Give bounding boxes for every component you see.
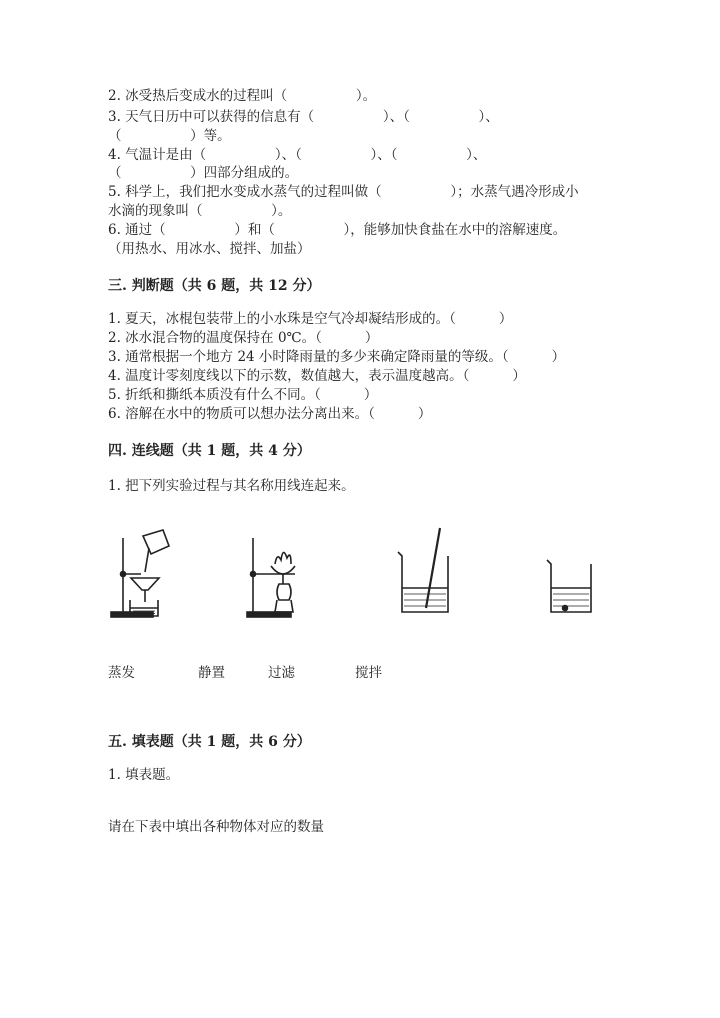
judge-item-3: 3. 通常根据一个地方 24 小时降雨量的多少来确定降雨量的等级。（ ） xyxy=(108,349,566,365)
question-5-line-2: 水滴的现象叫（ ）。 xyxy=(108,203,292,219)
question-6-line-1: 6. 通过（ ）和（ ），能够加快食盐在水中的溶解速度。 xyxy=(108,222,567,238)
question-2-line: 2. 冰受热后变成水的过程叫（ ）。 xyxy=(108,88,377,104)
matching-question: 1. 把下列实验过程与其名称用线连起来。 xyxy=(108,478,355,494)
label-evaporation: 蒸发 xyxy=(108,665,135,681)
table-question: 1. 填表题。 xyxy=(108,767,180,783)
section-judge-heading: 三. 判断题（共 6 题，共 12 分） xyxy=(108,278,321,294)
question-3-line-2: （ ）等。 xyxy=(108,128,231,144)
question-5-line-1: 5. 科学上，我们把水变成水蒸气的过程叫做（ ）；水蒸气遇冷形成小 xyxy=(108,184,579,200)
label-stirring: 搅拌 xyxy=(355,665,382,681)
table-instruction: 请在下表中填出各种物体对应的数量 xyxy=(108,819,324,835)
judge-item-5: 5. 折纸和撕纸本质没有什么不同。（ ） xyxy=(108,387,378,403)
settling-beaker-figure xyxy=(545,556,595,618)
evaporation-apparatus-figure xyxy=(105,524,180,620)
section-matching-heading: 四. 连线题（共 1 题，共 4 分） xyxy=(108,443,311,459)
heating-apparatus-figure xyxy=(243,524,318,620)
label-settling: 静置 xyxy=(198,665,225,681)
question-3-line-1: 3. 天气日历中可以获得的信息有（ ）、（ ）、 xyxy=(108,109,499,125)
judge-item-4: 4. 温度计零刻度线以下的示数，数值越大，表示温度越高。（ ） xyxy=(108,368,526,384)
judge-item-6: 6. 溶解在水中的物质可以想办法分离出来。（ ） xyxy=(108,406,432,422)
question-4-line-1: 4. 气温计是由（ ）、（ ）、（ ）、 xyxy=(108,147,487,163)
judge-item-1: 1. 夏天，冰棍包装带上的小水珠是空气冷却凝结形成的。（ ） xyxy=(108,311,513,327)
label-filtering: 过滤 xyxy=(268,665,295,681)
question-4-line-2: （ ）四部分组成的。 xyxy=(108,165,299,181)
section-table-heading: 五. 填表题（共 1 题，共 6 分） xyxy=(108,734,311,750)
stirring-beaker-figure xyxy=(394,524,454,620)
question-6-line-2: （用热水、用冰水、搅拌、加盐） xyxy=(108,241,311,257)
judge-item-2: 2. 冰水混合物的温度保持在 0℃。（ ） xyxy=(108,330,379,346)
